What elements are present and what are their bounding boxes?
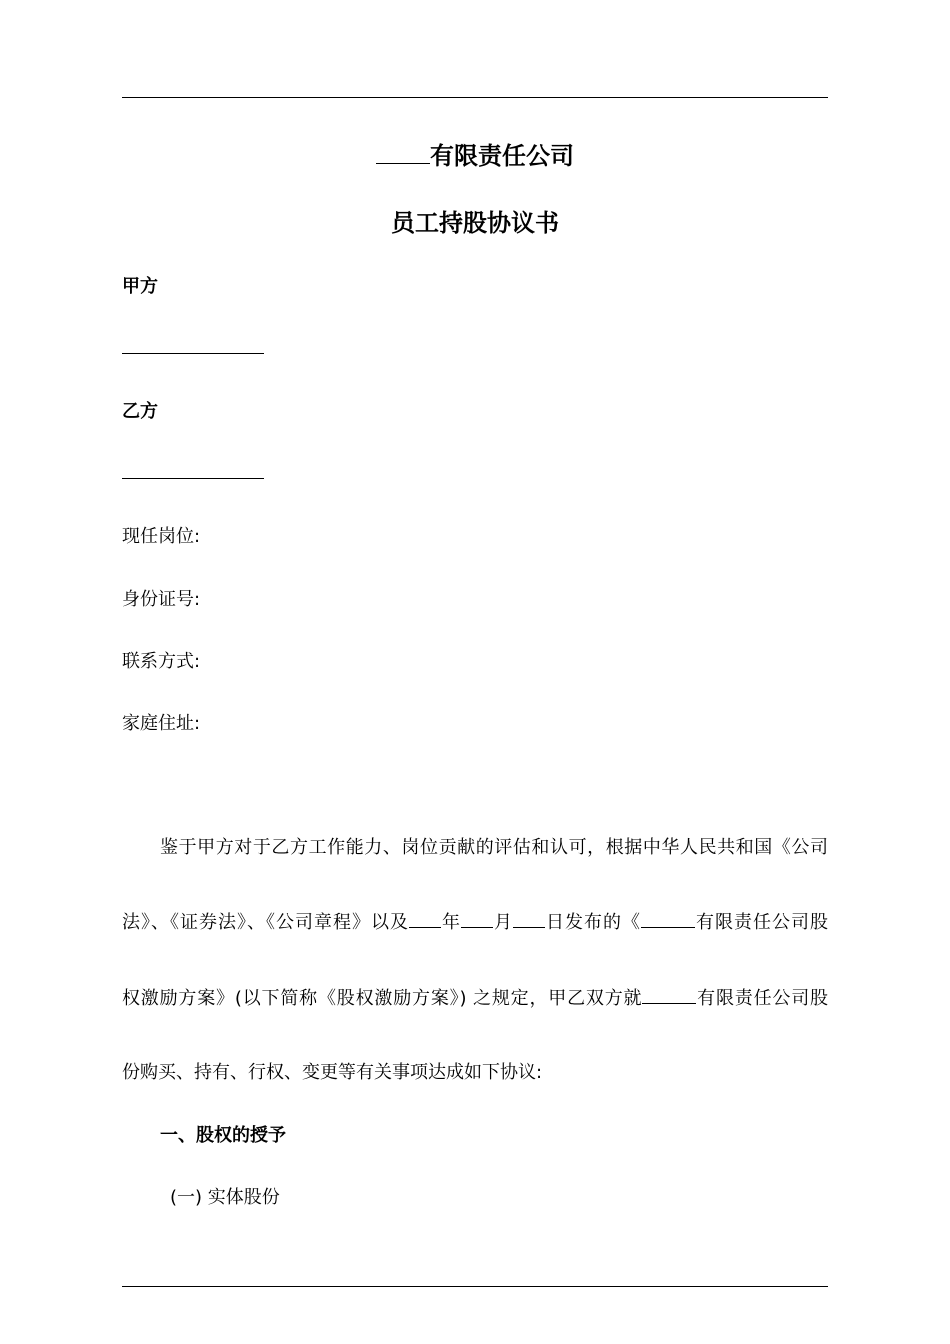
field-position: 现任岗位: (122, 526, 201, 547)
header-rule (122, 97, 828, 98)
year-blank (409, 909, 441, 928)
preamble-line-3 (122, 984, 828, 1010)
day-label: 日发布的《 (545, 912, 641, 933)
party-b-label: 乙方 (122, 401, 158, 422)
section-1-subheading: (一) 实体股份 (170, 1187, 280, 1208)
company-blank-3 (642, 985, 696, 1004)
field-id-number: 身份证号: (122, 589, 201, 610)
preamble-line-3-text-a: 权激励方案》(以下简称《股权激励方案》) 之规定，甲乙双方就 (122, 988, 643, 1009)
party-b-signature-line (122, 478, 264, 479)
month-blank (461, 909, 493, 928)
preamble-line-3-text-b: 有限责任公司股 (696, 988, 829, 1009)
preamble-line-1-text: 鉴于甲方对于乙方工作能力、岗位贡献的评估和认可，根据中华人民共和国《公司 (160, 837, 828, 858)
document-title: 员工持股协议书 (391, 209, 559, 237)
section-1-heading: 一、股权的授予 (160, 1125, 286, 1146)
preamble-line-2-text-a: 法》、《证券法》、《公司章程》以及 (122, 912, 409, 933)
month-label: 月 (493, 912, 513, 933)
preamble-line-1 (122, 833, 828, 859)
company-name-blank (376, 139, 430, 164)
party-a-signature-line (122, 353, 264, 354)
preamble-line-4: 份购买、持有、行权、变更等有关事项达成如下协议: (122, 1062, 543, 1083)
company-blank-2 (641, 909, 695, 928)
year-label: 年 (441, 912, 461, 933)
company-title-text: 有限责任公司 (430, 142, 574, 170)
preamble-line-2 (122, 908, 828, 934)
preamble-line-2-text-b: 有限责任公司股 (695, 912, 828, 933)
field-address: 家庭住址: (122, 713, 201, 734)
field-contact: 联系方式: (122, 651, 201, 672)
footer-rule (122, 1286, 828, 1287)
party-a-label: 甲方 (122, 276, 158, 297)
company-title (0, 136, 950, 171)
day-blank (513, 909, 545, 928)
